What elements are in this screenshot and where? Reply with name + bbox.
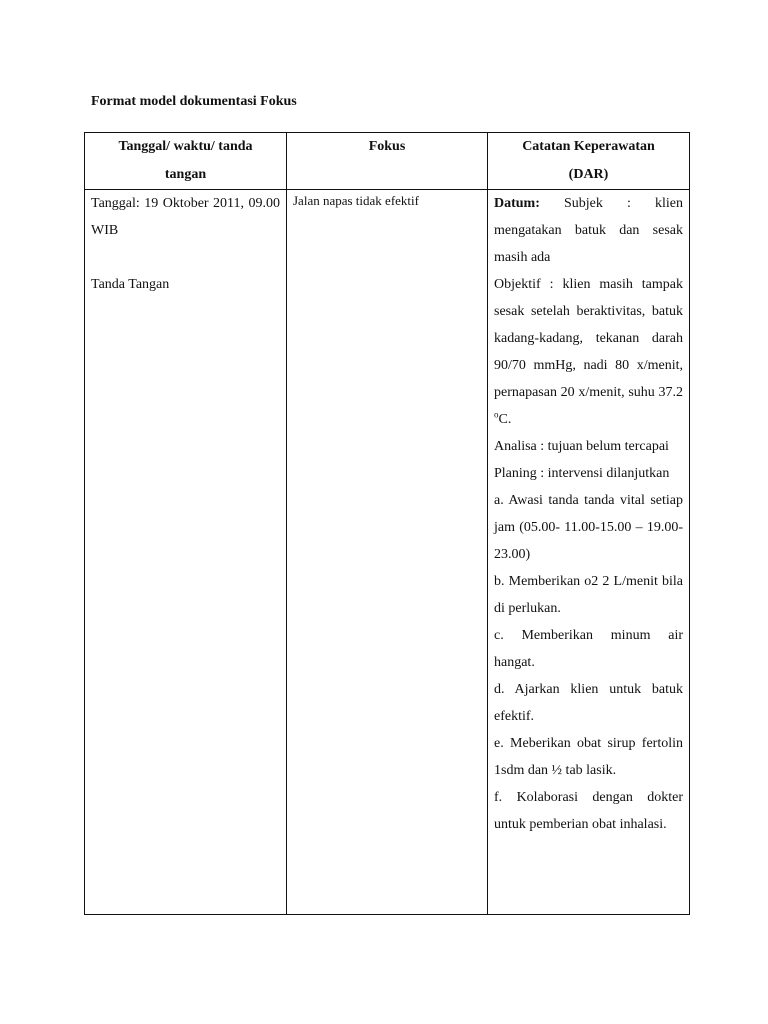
header-tanggal-line1: Tanggal/ waktu/ tanda xyxy=(118,139,253,154)
header-catatan-line2: (DAR) xyxy=(568,167,609,182)
objektif-block xyxy=(494,271,683,433)
planing-text: Planing : intervensi dilanjutkan xyxy=(494,466,670,481)
suhu-unit: C. xyxy=(498,412,512,427)
cell-tanggal xyxy=(85,190,287,915)
header-catatan-line1: Catatan Keperawatan xyxy=(522,139,655,154)
list-item: b. Memberikan o2 2 L/menit bila di perlukan. xyxy=(494,574,683,616)
header-tanggal xyxy=(85,133,287,190)
header-fokus-label: Fokus xyxy=(368,139,406,154)
cell-catatan xyxy=(488,190,690,915)
header-tanggal-line2: tangan xyxy=(164,167,207,182)
tanggal-text: Tanggal: 19 Oktober 2011, 09.00 WIB xyxy=(91,196,280,238)
subjek-text: Subjek : klien mengatakan batuk dan sesak masih ada xyxy=(494,196,683,265)
table-row xyxy=(85,190,690,915)
list-item: a. Awasi tanda tanda vital setiap jam (05.00- 11.00-15.00 – 19.00- 23.00) xyxy=(494,493,683,562)
list-item: e. Meberikan obat sirup fertolin 1sdm dan ½ tab lasik. xyxy=(494,736,683,778)
spacer xyxy=(91,244,280,271)
list-item: f. Kolaborasi dengan dokter untuk pemberian obat inhalasi. xyxy=(494,790,683,832)
document-title: Format model dokumentasi Fokus xyxy=(91,94,297,109)
datum-label: Datum: xyxy=(494,196,540,211)
table-header-row xyxy=(85,133,690,190)
fokus-text: Jalan napas tidak efektif xyxy=(293,193,419,208)
header-catatan xyxy=(488,133,690,190)
header-fokus xyxy=(287,133,488,190)
objektif-text: Objektif : klien masih tampak sesak setelah beraktivitas, batuk kadang-kadang, tekanan darah 90/70 mmHg, nadi 80 x/menit, pernapasan 20 x/menit, suhu 37.2 xyxy=(494,277,683,400)
cell-fokus xyxy=(287,190,488,915)
list-item: c. Memberikan minum air hangat. xyxy=(494,628,683,670)
list-item: d. Ajarkan klien untuk batuk efektif. xyxy=(494,682,683,724)
dar-table xyxy=(84,132,690,915)
suhu-degree: o xyxy=(494,409,499,420)
datum-subjek xyxy=(494,190,683,271)
analisa-text: Analisa : tujuan belum tercapai xyxy=(494,439,669,454)
tanda-tangan-label: Tanda Tangan xyxy=(91,277,170,292)
